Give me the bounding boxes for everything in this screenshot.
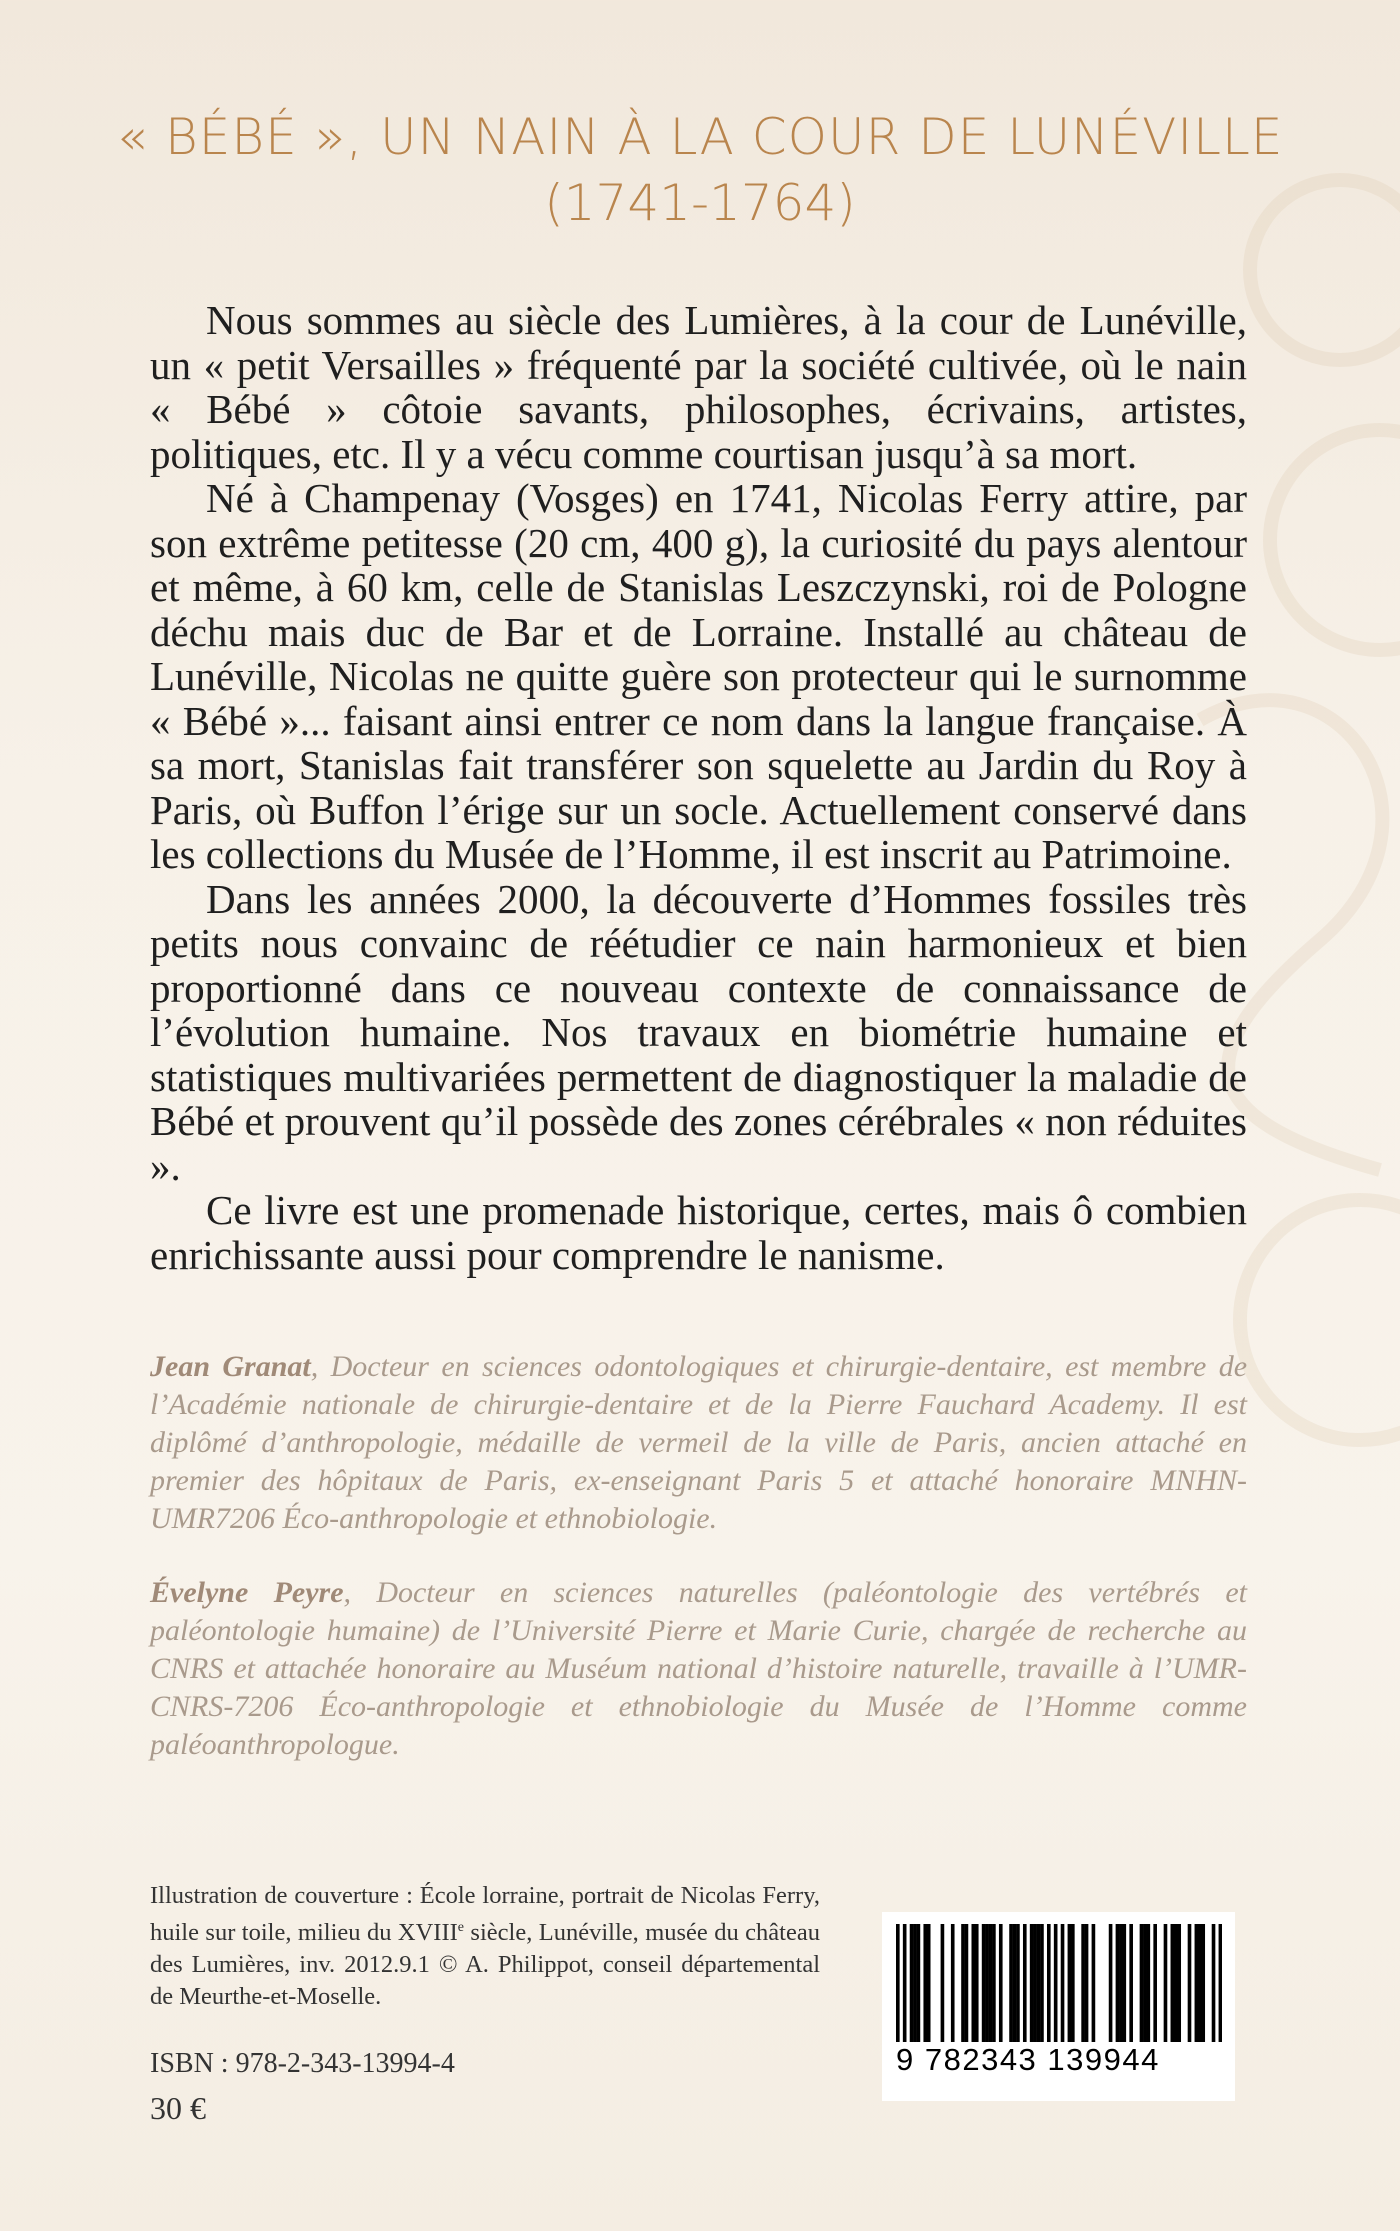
- barcode-bar: [1085, 1924, 1089, 2042]
- barcode-bar: [1092, 1924, 1096, 2042]
- barcode-bar: [1116, 1924, 1120, 2042]
- author-name: Jean Granat: [150, 1350, 311, 1383]
- barcode-bar: [1212, 1924, 1216, 2042]
- summary-text: [150, 298, 1247, 1277]
- barcode-bar: [985, 1924, 989, 2042]
- barcode-bar: [1068, 1924, 1072, 2042]
- barcode-bar: [1195, 1924, 1199, 2042]
- barcode-bar: [1047, 1924, 1051, 2042]
- barcode-bar: [1198, 1924, 1202, 2042]
- barcode-number: 9 782343 139944: [896, 2042, 1160, 2077]
- barcode-bar: [1013, 1924, 1017, 2042]
- barcode-bar: [1129, 1924, 1133, 2042]
- barcode-bar: [1177, 1924, 1181, 2042]
- title-dates: (1741-1764): [544, 174, 856, 232]
- barcode-bar: [941, 1924, 945, 2042]
- barcode-bar: [1040, 1924, 1044, 2042]
- barcode: [882, 1912, 1235, 2101]
- author-name: Évelyne Peyre: [150, 1576, 344, 1609]
- barcode-bar: [1016, 1924, 1020, 2042]
- cover-credit: Illustration de couverture : École lorraine, portrait de Nicolas Ferry, huile sur toile, milieu du XVIIIe siècle, Lunéville, musée du château des Lumières, inv. 2012.9.1 © A. Philippot, conseil départemental de Meurthe-et-Moselle.: [150, 1882, 820, 2011]
- barcode-bar: [1147, 1924, 1151, 2042]
- barcode-bar: [1219, 1924, 1222, 2042]
- barcode-bar: [975, 1924, 979, 2042]
- barcode-bar: [1164, 1924, 1168, 2042]
- barcode-bar: [1109, 1924, 1113, 2042]
- barcode-bar: [1201, 1924, 1205, 2042]
- barcode-bar: [1009, 1924, 1013, 2042]
- book-title: [0, 105, 1400, 235]
- barcode-bar: [1037, 1924, 1041, 2042]
- paragraph: Nous sommes au siècle des Lumières, à la cour de Lunéville, un « petit Versailles » fréquenté par la société cultivée, où le nain « Bébé » côtoie savants, philosophes, écrivains, artistes, politiques, etc. Il y a vécu comme courtisan jusqu’à sa mort.: [150, 297, 1247, 477]
- author-bio-text: , Docteur en sciences naturelles (paléontologie des vertébrés et paléontologie humaine) de l’Université Pierre et Marie Curie, chargée de recherche au CNRS et attachée honoraire au Muséum national d’histoire naturelle, travaille à l’UMR-CNRS-7206 Éco-anthropologie et ethnobiologie du Musée de l’Homme comme paléoanthropologue.: [150, 1576, 1247, 1761]
- barcode-bar: [999, 1924, 1003, 2042]
- barcode-bar: [1174, 1924, 1178, 2042]
- isbn: ISBN : 978-2-343-13994-4: [150, 2048, 455, 2079]
- barcode-bar: [896, 1924, 900, 2042]
- barcode-bar: [913, 1924, 917, 2042]
- barcode-bar: [1122, 1924, 1126, 2042]
- barcode-bar: [1081, 1924, 1085, 2042]
- barcode-bar: [917, 1924, 921, 2042]
- barcode-bar: [1023, 1924, 1027, 2042]
- barcode-bar: [1143, 1924, 1147, 2042]
- author-bios: [150, 1348, 1247, 1800]
- barcode-bar: [1033, 1924, 1037, 2042]
- paragraph: Ce livre est une promenade historique, certes, mais ô combien enrichissante aussi pour comprendre le nanisme.: [150, 1187, 1247, 1278]
- barcode-bar: [1071, 1924, 1075, 2042]
- barcode-bar: [961, 1924, 965, 2042]
- barcode-bars: [896, 1924, 1222, 2042]
- barcode-bar: [1061, 1924, 1065, 2042]
- barcode-bar: [923, 1924, 927, 2042]
- author-bio: [150, 1574, 1247, 1764]
- barcode-bar: [1054, 1924, 1058, 2042]
- barcode-bar: [965, 1924, 969, 2042]
- title-main: « BÉBÉ », UN NAIN À LA COUR DE LUNÉVILLE: [116, 108, 1284, 166]
- author-bio: [150, 1348, 1247, 1538]
- barcode-bar: [903, 1924, 907, 2042]
- barcode-bar: [1153, 1924, 1157, 2042]
- barcode-bar: [1030, 1924, 1034, 2042]
- paragraph: Né à Champenay (Vosges) en 1741, Nicolas Ferry attire, par son extrême petitesse (20 cm, 400 g), la curiosité du pays alentour et même, à 60 km, celle de Stanislas Leszczynski, roi de Pologne déchu mais duc de Bar et de Lorraine. Installé au château de Lunéville, Nicolas ne quitte guère son protecteur qui le surnomme « Bébé »... faisant ainsi entrer ce nom dans la langue française. À sa mort, Stanislas fait transférer son squelette au Jardin du Roy à Paris, où Buffon l’érige sur un socle. Actuellement conservé dans les collections du Musée de l’Homme, il est inscrit au Patrimoine.: [150, 475, 1247, 877]
- barcode-bar: [927, 1924, 931, 2042]
- barcode-bar: [951, 1924, 955, 2042]
- barcode-bar: [910, 1924, 914, 2042]
- paragraph: Dans les années 2000, la découverte d’Hommes fossiles très petits nous convainc de réétudier ce nain harmonieux et bien proportionné dans ce nouveau contexte de connaissance de l’évolution humaine. Nos travaux en biométrie humaine et statistiques multivariées permettent de diagnostiquer la maladie de Bébé et prouvent qu’il possède des zones cérébrales « non réduites ».: [150, 875, 1247, 1189]
- barcode-bar: [1188, 1924, 1192, 2042]
- barcode-bar: [1140, 1924, 1144, 2042]
- barcode-bar: [1119, 1924, 1123, 2042]
- price: 30 €: [150, 2090, 206, 2126]
- barcode-bar: [989, 1924, 993, 2042]
- barcode-bar: [982, 1924, 986, 2042]
- barcode-bar: [971, 1924, 975, 2042]
- author-bio-text: , Docteur en sciences odontologiques et chirurgie-dentaire, est membre de l’Académie nationale de chirurgie-dentaire et de la Pierre Fauchard Academy. Il est diplômé d’anthropologie, médaille de vermeil de la ville de Paris, ancien attaché en premier des hôpitaux de Paris, ex-enseignant Paris 5 et attaché honoraire MNHN-UMR7206 Éco-anthropologie et ethnobiologie.: [150, 1350, 1248, 1535]
- barcode-bar: [1171, 1924, 1175, 2042]
- barcode-bar: [992, 1924, 996, 2042]
